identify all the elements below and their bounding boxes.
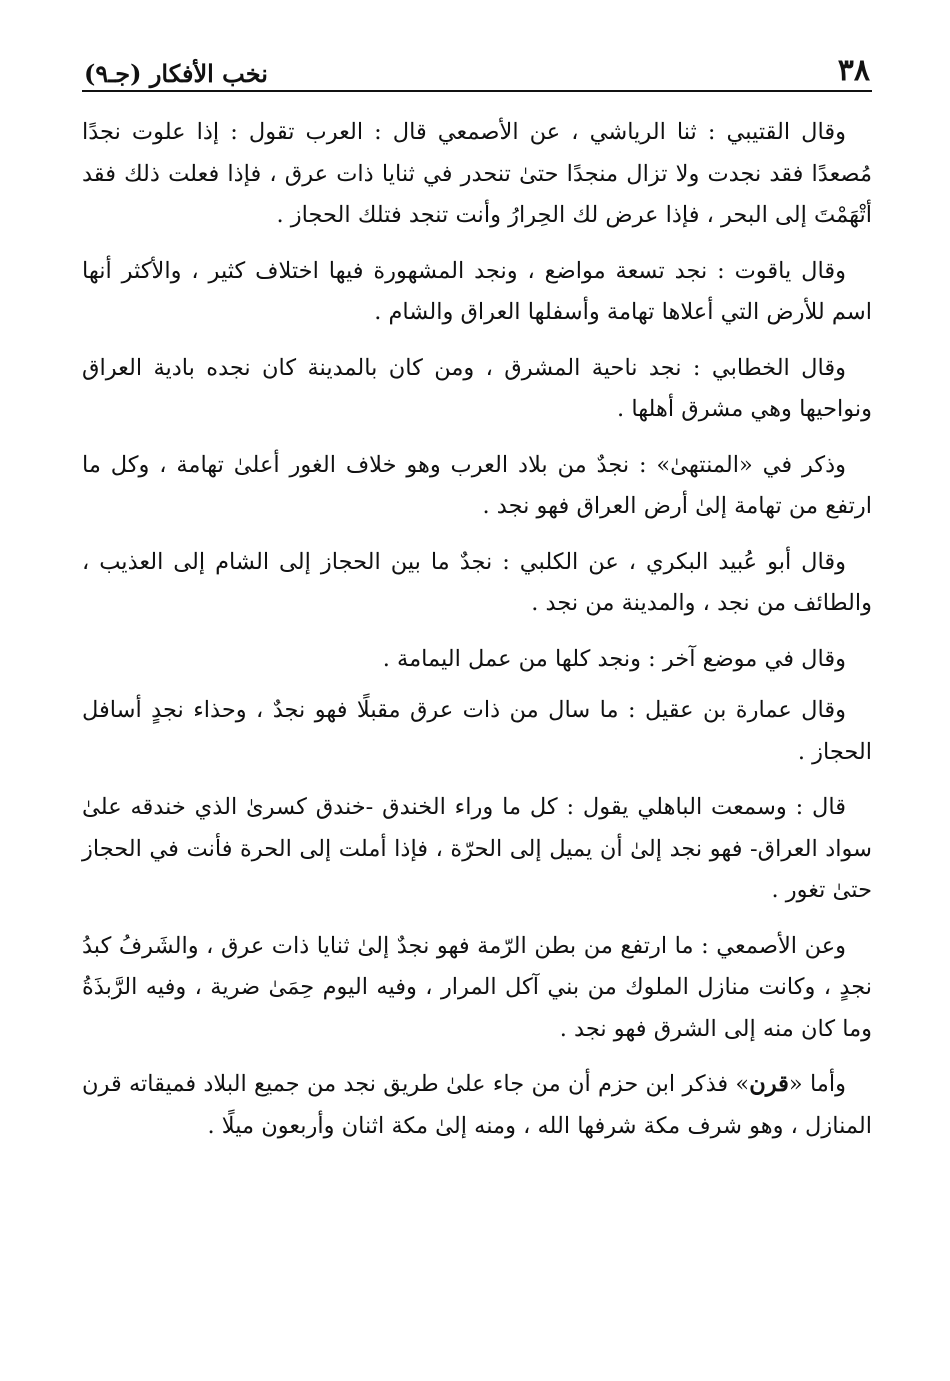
paragraph: وقال أبو عُبيد البكري ، عن الكلبي : نجدٌ ما بين الحجاز إلى الشام إلى العذيب ، والطائف من نجد ، والمدينة من نجد .: [82, 548, 872, 616]
running-title: نخب الأفكار (جـ٩): [84, 59, 268, 88]
paragraph-qarn-prefix: وأما «: [788, 1071, 846, 1097]
page-header: [82, 40, 872, 92]
paragraph: وقال ياقوت : نجد تسعة مواضع ، ونجد المشهورة فيها اختلاف كثير ، والأكثر أنها اسم للأرض التي أعلاها تهامة وأسفلها العراق والشام .: [82, 257, 872, 325]
document-page: [82, 40, 872, 1340]
paragraph: وقال في موضع آخر : ونجد كلها من عمل اليمامة .: [382, 645, 846, 672]
paragraph: وقال الخطابي : نجد ناحية المشرق ، ومن كان بالمدينة كان نجده بادية العراق ونواحيها وهي مشرق أهلها .: [82, 354, 872, 422]
paragraph: وعن الأصمعي : ما ارتفع من بطن الرّمة فهو نجدٌ إلىٰ ثنايا ذات عرق ، والشَرفُ كبدُ نجدٍ ، وكانت منازل الملوك من بني آكل المرار ، وفيه اليوم حِمَىٰ ضرية ، وفيه الرَّبذَةُ وما كان منه إلى الشرق فهو نجد .: [82, 932, 872, 1042]
body-text: [82, 112, 872, 1147]
paragraph-qarn-rest: » فذكر ابن حزم أن من جاء علىٰ طريق نجد من جميع البلاد فميقاته قرن المنازل ، وهو شرف مكة شرفها الله ، ومنه إلىٰ مكة اثنان وأربعون ميلًا .: [82, 1071, 872, 1139]
paragraph-qarn: [82, 1064, 872, 1147]
paragraph: قال : وسمعت الباهلي يقول : كل ما وراء الخندق -خندق كسرىٰ الذي خندقه علىٰ سواد العراق- فهو نجد إلىٰ أن يميل إلى الحرّة ، فإذا أملت إلى الحرة فأنت في الحجاز حتىٰ تغور .: [82, 794, 872, 903]
paragraph-qarn-keyword: قرن: [749, 1071, 789, 1097]
page-number: ٣٨: [837, 53, 870, 88]
paragraph: وقال القتيبي : ثنا الرياشي ، عن الأصمعي قال : العرب تقول : إذا علوت نجدًا مُصعدًا فقد نجدت ولا تزال منجدًا حتىٰ تنحدر في ثنايا ذات عرق ، فإذا فعلت ذلك فقد أتْهَمْتَ إلى البحر ، فإذا عرض لك الحِرارُ وأنت تنجد فتلك الحجاز .: [82, 119, 872, 228]
paragraph: وقال عمارة بن عقيل : ما سال من ذات عرق مقبلًا فهو نجدٌ ، وحذاء نجدٍ أسافل الحجاز .: [82, 697, 872, 765]
paragraph: وذكر في «المنتهىٰ» : نجدٌ من بلاد العرب وهو خلاف الغور أعلىٰ تهامة ، وكل ما ارتفع من تهامة إلىٰ أرض العراق فهو نجد .: [82, 451, 872, 519]
